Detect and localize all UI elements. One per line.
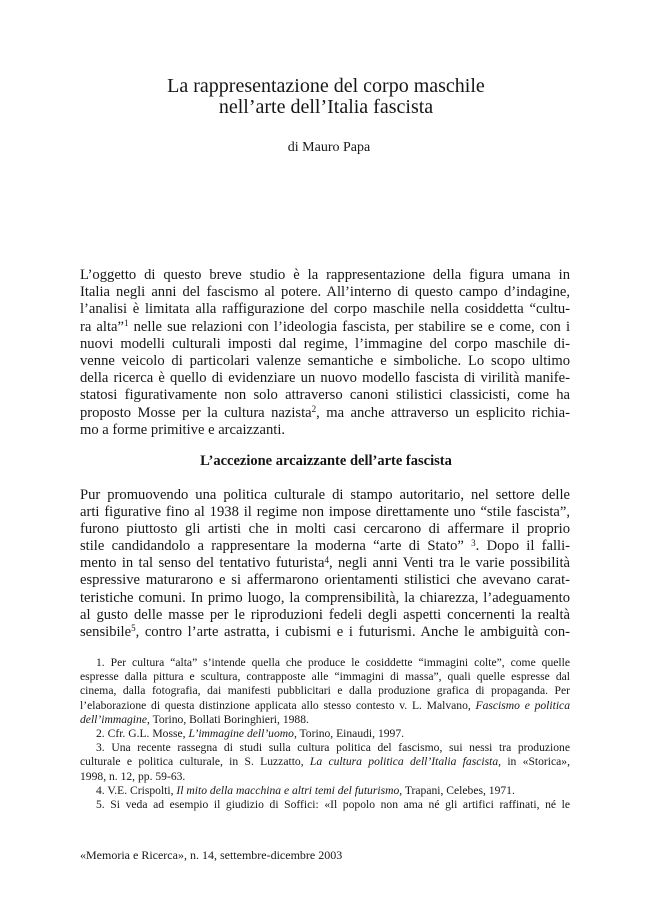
text-line xyxy=(80,572,570,589)
text-run: ra alta” xyxy=(80,318,124,335)
text-line xyxy=(80,487,570,504)
text-run: . Dopo il falli- xyxy=(475,538,571,555)
text-run: 1. Per cultura “alta” s’intende quella che produce le cosiddette “immagini colte”, come quelle xyxy=(96,656,570,669)
text-run: nuovi modelli culturali imposti dal regime, l’immagine del corpo maschile di- xyxy=(80,335,570,352)
footnote-2 xyxy=(80,727,570,741)
section-heading: L’accezione arcaizzante dell’arte fascista xyxy=(200,453,452,469)
text-line xyxy=(80,670,570,684)
text-line xyxy=(80,370,570,387)
text-run: L’oggetto di questo breve studio è la rappresentazione della figura umana in xyxy=(80,267,570,283)
footnote-3 xyxy=(80,741,570,784)
text-line xyxy=(80,267,570,284)
text-line xyxy=(80,624,570,641)
text-run: proposto Mosse per la cultura nazista xyxy=(80,404,312,421)
text-line xyxy=(80,405,570,422)
text-line xyxy=(80,422,570,439)
text-line xyxy=(80,336,570,353)
text-run: della ricerca è quello di evidenziare un nuovo modello fascista di virilità manife- xyxy=(80,370,570,387)
footnote-marker: 4 xyxy=(324,555,329,566)
text-run: , contro l’arte astratta, i cubismi e i futurismi. Anche le ambiguità con- xyxy=(135,623,570,640)
text-line xyxy=(80,755,570,769)
text-line xyxy=(80,784,570,798)
text-line xyxy=(80,555,570,572)
text-run: cinema, dalla fotografia, dai manifesti pubblicitari e dalla produzione grafica di propaganda. Per xyxy=(80,684,570,698)
text-run: Italia negli anni del fascismo al potere. All’interno di questo campo d’indagine, xyxy=(80,284,570,301)
text-run: , ma anche attraverso un esplicito richia- xyxy=(316,404,570,421)
text-line xyxy=(80,741,570,755)
cited-work-title: dell’immagine xyxy=(80,712,147,726)
text-run: , Torino, Bollati Boringhieri, 1988. xyxy=(146,712,309,726)
cited-work-title: Fascismo e politica xyxy=(475,698,570,712)
text-line xyxy=(80,727,570,741)
cited-work-title: Il mito della macchina e altri temi del futurismo xyxy=(176,783,400,797)
footnote-marker: 3 xyxy=(471,537,476,548)
text-run: mento in tal senso del tentativo futurista xyxy=(80,555,325,572)
journal-footer: «Memoria e Ricerca», n. 14, settembre-dicembre 2003 xyxy=(80,848,343,862)
text-run: venne veicolo di particolari valenze semantiche e simboliche. Lo scopo ultimo xyxy=(80,353,570,370)
text-run: culturale e politica culturale, in S. Luzzatto, xyxy=(80,755,310,769)
text-run: , in «Storica», xyxy=(498,755,570,769)
text-run: furono piuttosto gli artisti che in molti casi cercarono di affermare il proprio xyxy=(80,521,570,538)
text-run: , Torino, Einaudi, 1997. xyxy=(293,727,405,741)
text-line xyxy=(80,684,570,698)
author-byline: di Mauro Papa xyxy=(287,140,371,155)
text-line xyxy=(80,699,570,713)
text-line xyxy=(80,301,570,318)
footnotes xyxy=(80,656,570,812)
footnote-marker: 2 xyxy=(311,404,317,415)
footnote-5 xyxy=(80,798,570,812)
text-run: 2. Cfr. G.L. Mosse, xyxy=(96,727,189,741)
text-run: l’elaborazione di questa distinzione applicata allo stesso contesto v. L. Malvano, xyxy=(80,698,476,712)
text-run: l’analisi è limitata alla raffigurazione del corpo maschile nella cosiddetta “cultu- xyxy=(80,301,570,318)
text-run: sensibile xyxy=(80,623,132,640)
text-run: statosi figurativamente non solo attraverso canoni stilistici classicisti, come ha xyxy=(80,387,570,404)
text-run: , Trapani, Celebes, 1971. xyxy=(399,783,515,797)
text-run: 5. Si veda ad esempio il giudizio di Soffici: «Il popolo non ama né gli artifici raffinati, né le xyxy=(96,798,570,812)
text-run: 1998, n. 12, pp. 59-63. xyxy=(80,769,186,783)
footnote-marker: 5 xyxy=(131,623,136,634)
footnote-1 xyxy=(80,656,570,727)
text-run: espressive maturarono e si affermarono orientamenti stilistici che avevano carat- xyxy=(80,572,570,589)
title-line-2: nell’arte dell’Italia fascista xyxy=(218,96,434,118)
cited-work-title: L’immagine dell’uomo xyxy=(188,727,294,741)
text-run: 3. Una recente rassegna di studi sulla cultura politica del fascismo, sui nessi tra produzione xyxy=(96,741,570,755)
text-run: Pur promuovendo una politica culturale di stampo autoritario, nel settore delle xyxy=(80,487,570,503)
text-line xyxy=(80,521,570,538)
article-title xyxy=(80,76,572,118)
text-line xyxy=(80,770,570,784)
text-line xyxy=(80,504,570,521)
cited-work-title: La cultura politica dell’Italia fascista xyxy=(309,755,499,769)
paragraph-introduction xyxy=(80,267,570,439)
footnote-marker: 1 xyxy=(123,318,129,329)
text-line xyxy=(80,284,570,301)
text-line xyxy=(80,607,570,624)
text-run: 4. V.E. Crispolti, xyxy=(96,783,177,797)
text-line xyxy=(80,319,570,336)
paragraph-section-1 xyxy=(80,487,570,641)
footnote-4 xyxy=(80,784,570,798)
title-line-1: La rappresentazione del corpo maschile xyxy=(167,75,485,97)
text-line xyxy=(80,387,570,404)
text-run: stile candidandolo a rappresentare la moderna “arte di Stato” xyxy=(80,538,472,555)
text-run: mo a forme primitive e arcaizzanti. xyxy=(80,421,286,438)
text-line xyxy=(80,656,570,670)
text-run: espresse dalla pittura e scultura, contrapposte alle “immagini di massa”, quali quelle espresse dal xyxy=(80,670,570,684)
text-line xyxy=(80,713,570,727)
text-line xyxy=(80,798,570,812)
text-line xyxy=(80,353,570,370)
text-run: arti figurative fino al 1938 il regime non impose direttamente uno “stile fascista”, xyxy=(80,504,570,521)
text-line xyxy=(80,538,570,555)
text-run: al gusto delle masse per le riproduzioni fedeli degli aspetti concernenti la realtà xyxy=(80,606,570,623)
text-run: teristiche comuni. In primo luogo, la comprensibilità, la chiarezza, l’adeguamento xyxy=(80,589,570,606)
text-run: nelle sue relazioni con l’ideologia fascista, per stabilire se e come, con i xyxy=(128,318,570,335)
text-line xyxy=(80,590,570,607)
text-run: , negli anni Venti tra le varie possibilità xyxy=(328,555,570,572)
